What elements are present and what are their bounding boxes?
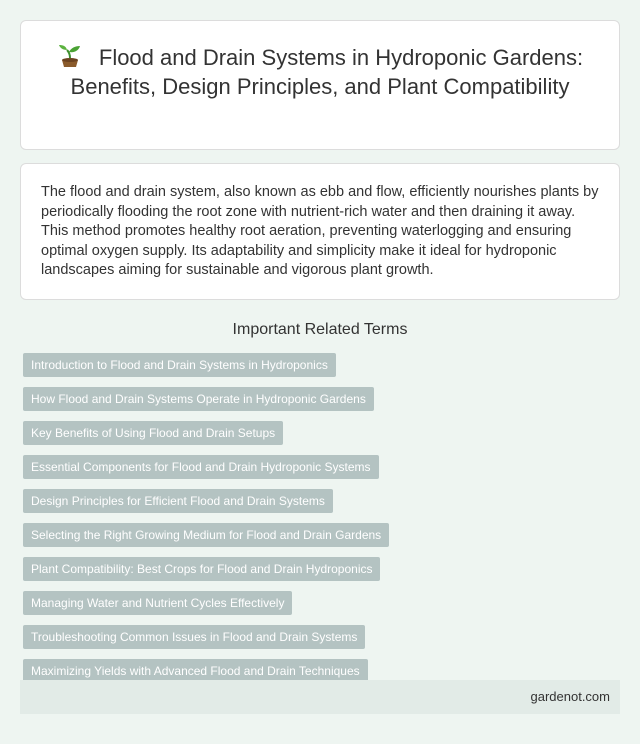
seedling-icon: [57, 44, 83, 68]
related-term-tag[interactable]: Key Benefits of Using Flood and Drain Setups: [23, 421, 283, 445]
intro-paragraph: The flood and drain system, also known as ebb and flow, efficiently nourishes plants by periodically flooding the root zone with nutrient-rich water and then draining it away. This method promotes healthy root aeration, preventing waterlogging and ensuring optimal oxygen supply. Its adaptability and simplicity make it ideal for hydroponic landscapes aiming for sustainable and vigorous plant growth.: [41, 184, 599, 278]
title-card: [20, 20, 620, 150]
related-term-tag[interactable]: Selecting the Right Growing Medium for Flood and Drain Gardens: [23, 523, 389, 547]
related-term-tag[interactable]: How Flood and Drain Systems Operate in Hydroponic Gardens: [23, 387, 374, 411]
page-title-text: Flood and Drain Systems in Hydroponic Gardens: Benefits, Design Principles, and Plant Compatibility: [70, 45, 584, 99]
footer: [20, 680, 620, 714]
intro-card: [20, 163, 620, 300]
related-term-tag[interactable]: Troubleshooting Common Issues in Flood and Drain Systems: [23, 625, 365, 649]
related-term-tag[interactable]: Introduction to Flood and Drain Systems in Hydroponics: [23, 353, 336, 377]
related-term-tag[interactable]: Design Principles for Efficient Flood and Drain Systems: [23, 489, 333, 513]
related-terms-heading: Important Related Terms: [232, 321, 408, 338]
related-term-tag[interactable]: Essential Components for Flood and Drain Hydroponic Systems: [23, 455, 379, 479]
related-term-tag[interactable]: Managing Water and Nutrient Cycles Effectively: [23, 591, 292, 615]
related-term-tag[interactable]: Plant Compatibility: Best Crops for Flood and Drain Hydroponics: [23, 557, 380, 581]
page-title: [51, 43, 589, 101]
related-terms-list: [23, 353, 623, 693]
footer-site-link[interactable]: gardenot.com: [530, 689, 610, 704]
related-term-tag[interactable]: Maximizing Yields with Advanced Flood and Drain Techniques: [23, 659, 368, 683]
